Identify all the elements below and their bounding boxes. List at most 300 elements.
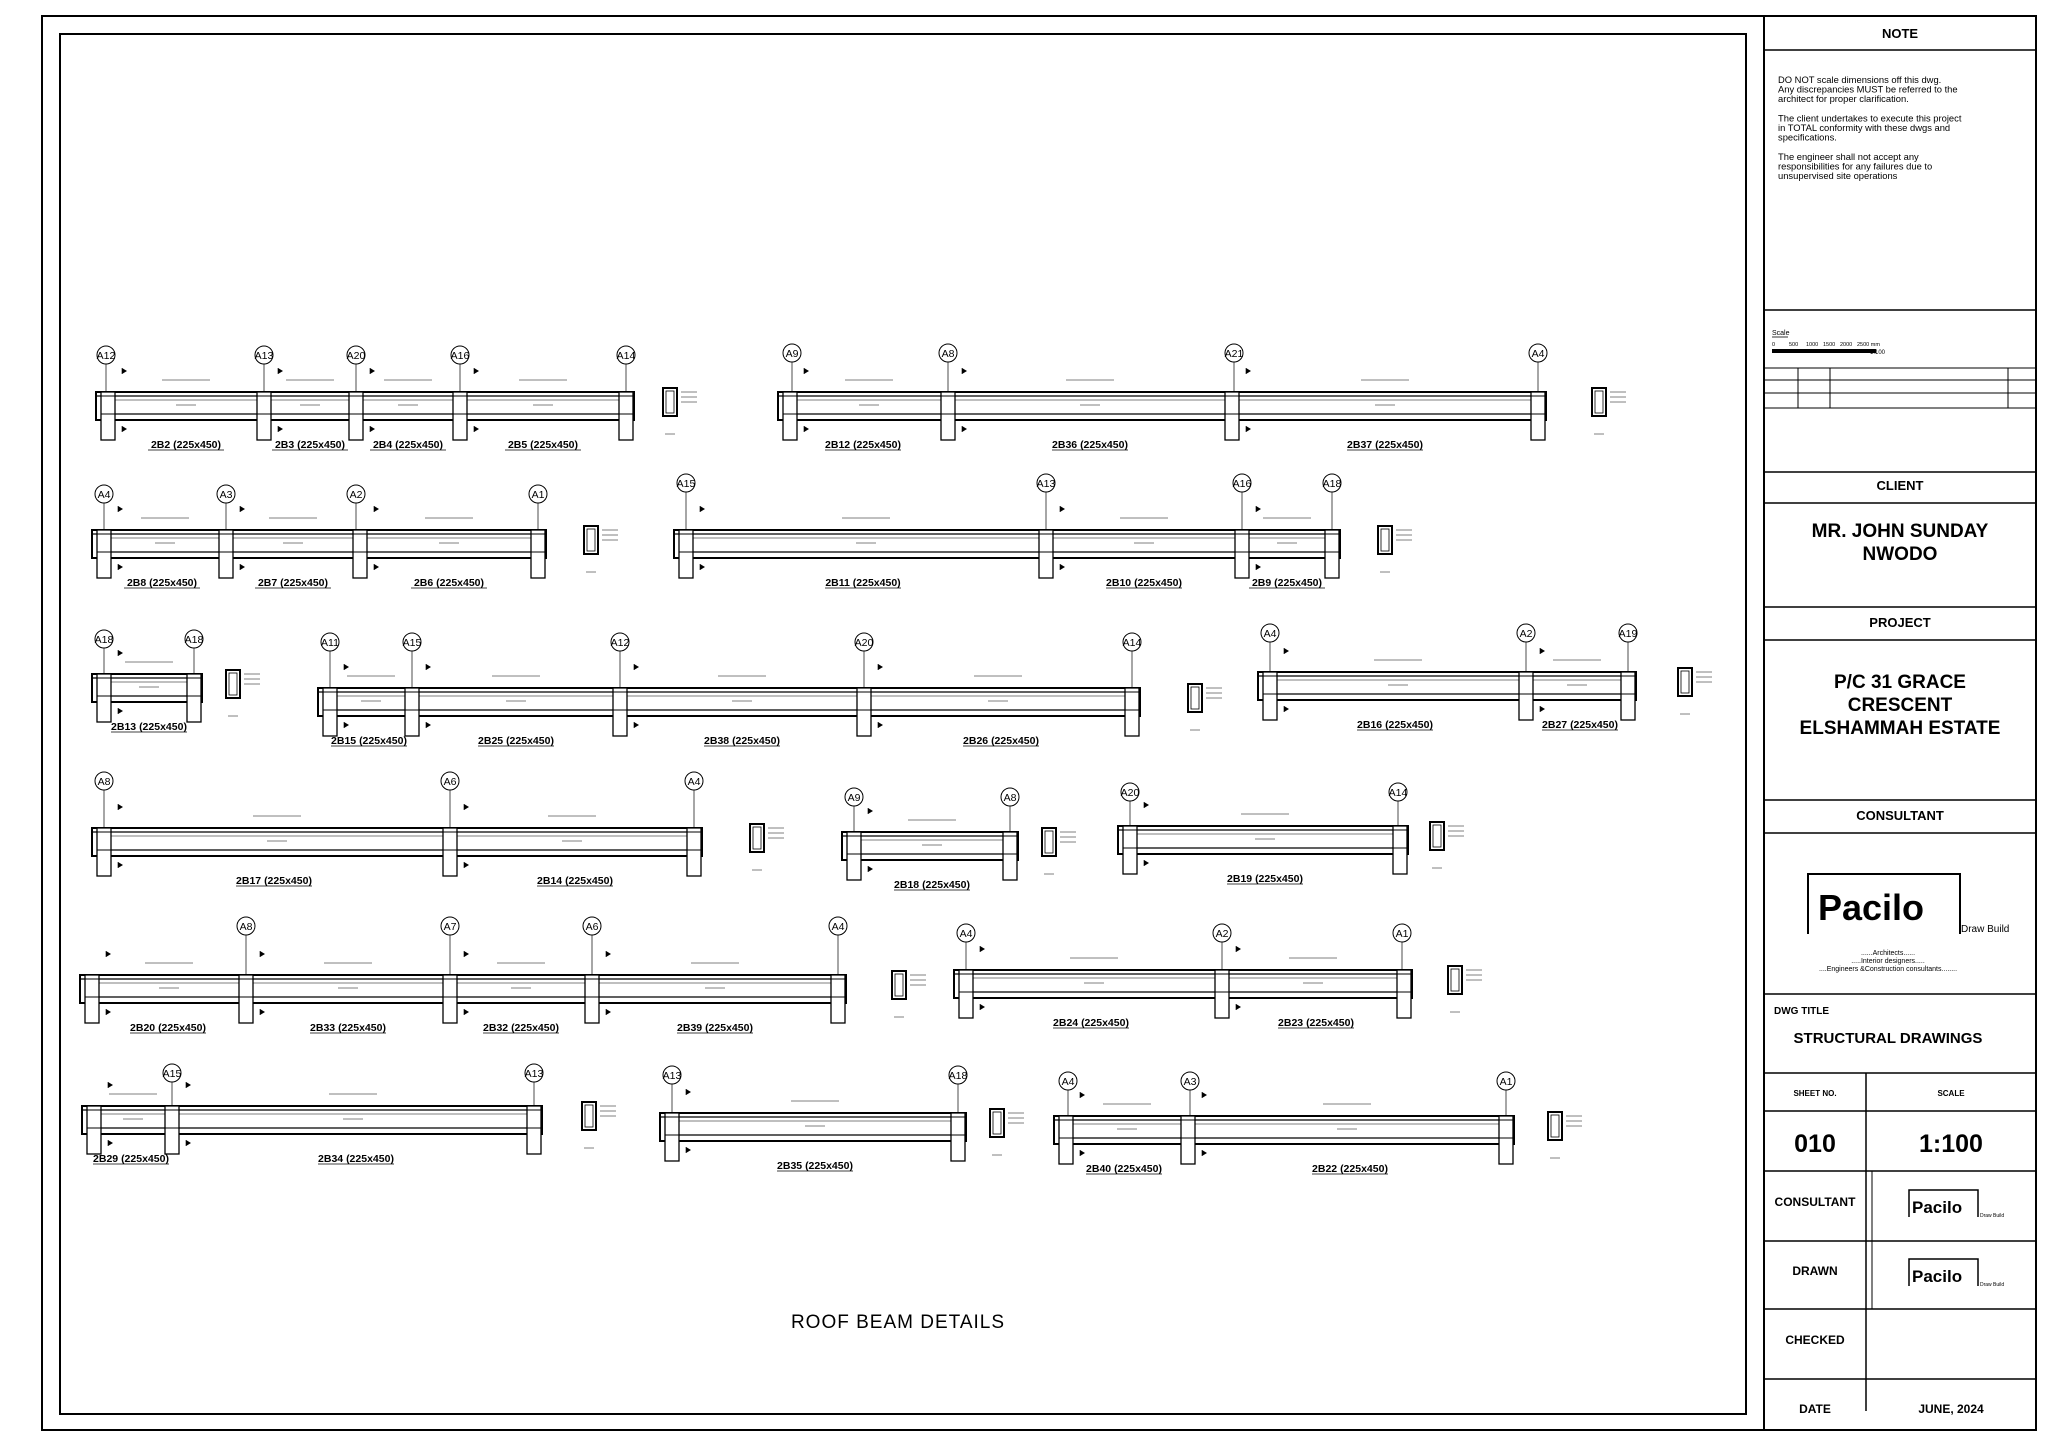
beam-cross-section — [1592, 388, 1606, 416]
note-heading: NOTE — [1881, 26, 1919, 41]
axis-label: A18 — [948, 1070, 968, 1082]
beam-label: 2B6 (225x450) — [413, 577, 485, 589]
section-arrow-icon — [108, 1140, 113, 1146]
beam-cross-section — [226, 670, 240, 698]
cross-section-link — [1595, 391, 1603, 413]
cross-section-link — [1551, 1115, 1559, 1137]
column-support — [1003, 832, 1017, 880]
column-support — [585, 975, 599, 1023]
section-arrow-icon — [464, 804, 469, 810]
notes-text — [1778, 74, 1962, 181]
axis-label: A11 — [321, 637, 339, 649]
section-arrow-icon — [878, 722, 883, 728]
checked-label: CHECKED — [1785, 1333, 1845, 1347]
section-arrow-icon — [118, 564, 123, 570]
drawn-logo-tagline: Draw Build — [1980, 1282, 2005, 1288]
section-arrow-icon — [700, 564, 705, 570]
section-arrow-icon — [1236, 1004, 1241, 1010]
dwg-title: STRUCTURAL DRAWINGS — [1793, 1030, 1983, 1047]
date-value: JUNE, 2024 — [1918, 1402, 1984, 1416]
beam-cross-section — [1430, 822, 1444, 850]
axis-label: A20 — [854, 637, 874, 649]
beam-group — [92, 772, 784, 887]
beam-group — [1118, 783, 1464, 885]
column-support — [951, 1113, 965, 1161]
axis-label: A16 — [1232, 478, 1252, 490]
column-support — [619, 392, 633, 440]
consultant-row-logo — [1909, 1190, 2004, 1219]
column-support — [349, 392, 363, 440]
project-line-1: P/C 31 GRACE — [1834, 672, 1966, 693]
column-support — [1059, 1116, 1073, 1164]
section-arrow-icon — [1256, 506, 1261, 512]
axis-label: A8 — [941, 348, 955, 360]
project-heading: PROJECT — [1869, 615, 1931, 630]
section-arrow-icon — [1284, 706, 1289, 712]
axis-label: A6 — [585, 921, 599, 933]
beam-label: 2B15 (225x450) — [331, 735, 407, 747]
section-arrow-icon — [962, 426, 967, 432]
column-support — [1393, 826, 1407, 874]
section-arrow-icon — [868, 866, 873, 872]
beam-group — [96, 346, 697, 451]
section-arrow-icon — [1080, 1150, 1085, 1156]
beam-label: 2B26 (225x450) — [963, 735, 1039, 747]
beam-group — [778, 344, 1626, 451]
section-arrow-icon — [686, 1147, 691, 1153]
section-arrow-icon — [1144, 802, 1149, 808]
beam-group — [1258, 624, 1712, 731]
column-support — [1499, 1116, 1513, 1164]
consultant-row-logo-tagline: Draw Build — [1980, 1213, 2005, 1219]
title-block — [1764, 26, 2036, 1416]
note-line: The engineer shall not accept any — [1778, 150, 1919, 162]
beam-label: 2B5 (225x450) — [507, 439, 579, 451]
section-arrow-icon — [700, 506, 705, 512]
section-arrow-icon — [1246, 426, 1251, 432]
beam-cross-section — [1188, 684, 1202, 712]
cross-section-link — [895, 974, 903, 996]
section-arrow-icon — [260, 1009, 265, 1015]
cross-section-link — [1451, 969, 1459, 991]
beam-label: 2B32 (225x450) — [483, 1022, 559, 1034]
column-support — [613, 688, 627, 736]
column-support — [847, 832, 861, 880]
column-support — [1123, 826, 1137, 874]
beam-label: 2B12 (225x450) — [825, 439, 901, 451]
column-support — [87, 1106, 101, 1154]
axis-label: A7 — [443, 921, 457, 933]
note-line: in TOTAL conformity with these dwgs and — [1778, 122, 1951, 133]
column-support — [679, 530, 693, 578]
column-support — [443, 975, 457, 1023]
beam-label: 2B35 (225x450) — [777, 1160, 853, 1172]
beam-group — [842, 788, 1076, 891]
client-heading: CLIENT — [1876, 478, 1924, 493]
axis-label: A4 — [1061, 1076, 1075, 1088]
column-support — [219, 530, 233, 578]
axis-label: A14 — [616, 350, 636, 362]
project-line-2: CRESCENT — [1847, 695, 1953, 716]
beam-label: 2B19 (225x450) — [1227, 873, 1303, 885]
axis-label: A2 — [1215, 928, 1229, 940]
note-line: architect for proper clarification. — [1778, 93, 1909, 105]
section-arrow-icon — [106, 1009, 111, 1015]
section-arrow-icon — [962, 368, 967, 374]
section-arrow-icon — [370, 368, 375, 374]
client-name-line-1: MR. JOHN SUNDAY — [1811, 521, 1989, 542]
logo-wordmark: Pacilo — [1818, 887, 1925, 928]
drawing-frame — [60, 34, 1746, 1414]
section-arrow-icon — [118, 506, 123, 512]
column-support — [353, 530, 367, 578]
beam-group — [318, 633, 1222, 747]
consultant-logo — [1808, 874, 2009, 935]
axis-label: A4 — [97, 489, 111, 501]
column-support — [831, 975, 845, 1023]
column-support — [97, 530, 111, 578]
section-arrow-icon — [426, 664, 431, 670]
axis-label: A14 — [1122, 637, 1142, 649]
logo-tagline: Draw Build — [1961, 924, 2010, 935]
beam-cross-section — [1378, 526, 1392, 554]
beam-label: 2B18 (225x450) — [894, 879, 970, 891]
column-support — [1325, 530, 1339, 578]
beam-cross-section — [584, 526, 598, 554]
beam-label: 2B24 (225x450) — [1053, 1017, 1129, 1029]
note-line: DO NOT scale dimensions off this dwg. — [1778, 74, 1942, 85]
section-arrow-icon — [374, 564, 379, 570]
beam-group — [660, 1066, 1024, 1172]
section-arrow-icon — [186, 1140, 191, 1146]
column-support — [97, 674, 111, 722]
note-line: unsupervised site operations — [1778, 170, 1898, 181]
section-arrow-icon — [118, 708, 123, 714]
scale-bar-tick: 0 — [1772, 342, 1776, 348]
note-line: specifications. — [1778, 131, 1837, 143]
column-support — [453, 392, 467, 440]
section-arrow-icon — [804, 368, 809, 374]
axis-label: A13 — [1036, 478, 1056, 490]
axis-label: A18 — [1322, 478, 1342, 490]
column-support — [1397, 970, 1411, 1018]
axis-label: A2 — [1519, 628, 1533, 640]
cross-section-link — [1381, 529, 1389, 551]
axis-label: A9 — [785, 348, 799, 360]
beam-group — [82, 1064, 616, 1165]
beam-group — [80, 917, 926, 1034]
axis-label: A8 — [97, 776, 111, 788]
cross-section-link — [229, 673, 237, 695]
column-support — [1225, 392, 1239, 440]
cross-section-link — [587, 529, 595, 551]
section-arrow-icon — [278, 426, 283, 432]
axis-label: A4 — [831, 921, 845, 933]
beam-label: 2B16 (225x450) — [1357, 719, 1433, 731]
column-support — [1125, 688, 1139, 736]
revision-table — [1764, 368, 2036, 408]
axis-label: A4 — [687, 776, 701, 788]
column-support — [1531, 392, 1545, 440]
column-support — [665, 1113, 679, 1161]
section-arrow-icon — [118, 862, 123, 868]
client-name-line-2: NWODO — [1862, 544, 1938, 565]
axis-label: A15 — [676, 478, 696, 490]
beam-label: 2B8 (225x450) — [126, 577, 198, 589]
axis-label: A1 — [1499, 1076, 1513, 1088]
scale-bar-ratio: 1:100 — [1870, 350, 1886, 356]
note-line: responsibilities for any failures due to — [1778, 160, 1933, 172]
drawing-title: ROOF BEAM DETAILS — [790, 1312, 1006, 1333]
axis-label: A4 — [1263, 628, 1277, 640]
column-support — [687, 828, 701, 876]
beam-label: 2B29 (225x450) — [93, 1153, 169, 1165]
axis-label: A15 — [162, 1068, 182, 1080]
outer-border — [42, 16, 2036, 1430]
axis-label: A4 — [1531, 348, 1545, 360]
column-support — [959, 970, 973, 1018]
column-support — [1215, 970, 1229, 1018]
axis-label: A8 — [1003, 792, 1017, 804]
column-support — [1181, 1116, 1195, 1164]
section-arrow-icon — [186, 1082, 191, 1088]
section-arrow-icon — [634, 664, 639, 670]
section-arrow-icon — [118, 804, 123, 810]
beam-label: 2B33 (225x450) — [310, 1022, 386, 1034]
cross-section-link — [993, 1112, 1001, 1134]
axis-label: A6 — [443, 776, 457, 788]
section-arrow-icon — [370, 426, 375, 432]
column-support — [443, 828, 457, 876]
section-arrow-icon — [1060, 506, 1065, 512]
column-support — [1235, 530, 1249, 578]
cross-section-link — [1191, 687, 1199, 709]
consultant-line-3: ....Engineers &Construction consultants........ — [1818, 966, 1958, 973]
axis-label: A3 — [1183, 1076, 1197, 1088]
scale-bar-tick: 2500 mm — [1857, 342, 1880, 348]
cross-section-link — [1681, 671, 1689, 693]
section-arrow-icon — [240, 506, 245, 512]
column-support — [187, 674, 201, 722]
axis-label: A1 — [1395, 928, 1409, 940]
section-arrow-icon — [474, 368, 479, 374]
consultant-line-2: .....Interior designers..... — [1851, 958, 1925, 965]
drawn-logo-text: Pacilo — [1912, 1267, 1963, 1286]
cross-section-link — [1433, 825, 1441, 847]
beam-group — [92, 630, 260, 733]
axis-label: A8 — [239, 921, 253, 933]
column-support — [101, 392, 115, 440]
scale-bar-tick: 1500 — [1823, 342, 1836, 348]
axis-label: A20 — [1120, 787, 1140, 799]
beam-cross-section — [663, 388, 677, 416]
beam-label: 2B13 (225x450) — [111, 721, 187, 733]
column-support — [783, 392, 797, 440]
beam-cross-section — [1042, 828, 1056, 856]
section-arrow-icon — [606, 1009, 611, 1015]
beam-label: 2B10 (225x450) — [1106, 577, 1182, 589]
section-arrow-icon — [344, 664, 349, 670]
sheet-no-label: SHEET NO. — [1793, 1089, 1837, 1098]
section-arrow-icon — [122, 368, 127, 374]
beam-label: 2B34 (225x450) — [318, 1153, 394, 1165]
axis-label: A3 — [219, 489, 233, 501]
section-arrow-icon — [240, 564, 245, 570]
column-support — [85, 975, 99, 1023]
scale-bar-tick: 500 — [1789, 342, 1799, 348]
section-arrow-icon — [980, 946, 985, 952]
beam-label: 2B37 (225x450) — [1347, 439, 1423, 451]
beam-cross-section — [1448, 966, 1462, 994]
axis-label: A12 — [96, 350, 116, 362]
beam-label: 2B2 (225x450) — [150, 439, 222, 451]
drawn-logo — [1909, 1259, 2004, 1288]
section-arrow-icon — [122, 426, 127, 432]
cross-section-link — [666, 391, 674, 413]
axis-label: A18 — [184, 634, 204, 646]
scale-bar-tick: 1000 — [1806, 342, 1819, 348]
column-support — [257, 392, 271, 440]
section-arrow-icon — [686, 1089, 691, 1095]
section-arrow-icon — [1284, 648, 1289, 654]
section-arrow-icon — [278, 368, 283, 374]
beam-label: 2B3 (225x450) — [274, 439, 346, 451]
beam-label: 2B25 (225x450) — [478, 735, 554, 747]
scale-value: 1:100 — [1919, 1130, 1983, 1158]
section-arrow-icon — [878, 664, 883, 670]
section-arrow-icon — [1080, 1092, 1085, 1098]
scale-bar-label: Scale — [1772, 330, 1790, 337]
date-label: DATE — [1799, 1402, 1831, 1416]
cross-section-link — [585, 1105, 593, 1127]
section-arrow-icon — [464, 1009, 469, 1015]
axis-label: A19 — [1618, 628, 1638, 640]
beam-label: 2B11 (225x450) — [825, 577, 901, 589]
column-support — [941, 392, 955, 440]
consultant-row-label: CONSULTANT — [1774, 1195, 1856, 1209]
beam-details — [80, 344, 1712, 1175]
axis-label: A1 — [531, 489, 545, 501]
beam-cross-section — [1548, 1112, 1562, 1140]
section-arrow-icon — [426, 722, 431, 728]
axis-label: A15 — [402, 637, 422, 649]
beam-label: 2B38 (225x450) — [704, 735, 780, 747]
section-arrow-icon — [1256, 564, 1261, 570]
beam-group — [1054, 1072, 1582, 1175]
axis-label: A21 — [1224, 348, 1244, 360]
section-arrow-icon — [106, 951, 111, 957]
section-arrow-icon — [344, 722, 349, 728]
cross-section-link — [753, 827, 761, 849]
beam-label: 2B7 (225x450) — [257, 577, 329, 589]
section-arrow-icon — [464, 862, 469, 868]
section-arrow-icon — [1540, 648, 1545, 654]
consultant-line-1: ......Architects...... — [1860, 950, 1916, 957]
section-arrow-icon — [980, 1004, 985, 1010]
dwg-title-label: DWG TITLE — [1774, 1006, 1829, 1017]
column-support — [1621, 672, 1635, 720]
section-arrow-icon — [634, 722, 639, 728]
consultant-row-logo-text: Pacilo — [1912, 1198, 1963, 1217]
section-arrow-icon — [868, 808, 873, 814]
column-support — [527, 1106, 541, 1154]
column-support — [165, 1106, 179, 1154]
beam-group — [674, 474, 1412, 589]
section-arrow-icon — [1236, 946, 1241, 952]
beam-group — [92, 485, 618, 589]
column-support — [1263, 672, 1277, 720]
axis-label: A13 — [662, 1070, 682, 1082]
axis-label: A13 — [254, 350, 274, 362]
drawn-label: DRAWN — [1792, 1264, 1838, 1278]
axis-label: A13 — [524, 1068, 544, 1080]
note-line: The client undertakes to execute this project — [1778, 112, 1962, 124]
column-support — [1039, 530, 1053, 578]
section-arrow-icon — [118, 650, 123, 656]
beam-label: 2B14 (225x450) — [537, 875, 613, 887]
section-arrow-icon — [464, 951, 469, 957]
beam-label: 2B4 (225x450) — [372, 439, 444, 451]
section-arrow-icon — [260, 951, 265, 957]
section-arrow-icon — [474, 426, 479, 432]
beam-label: 2B39 (225x450) — [677, 1022, 753, 1034]
beam-group — [954, 924, 1482, 1029]
beam-label: 2B17 (225x450) — [236, 875, 312, 887]
section-arrow-icon — [1144, 860, 1149, 866]
beam-label: 2B22 (225x450) — [1312, 1163, 1388, 1175]
scale-bar-tick: 2000 — [1840, 342, 1853, 348]
beam-label: 2B40 (225x450) — [1086, 1163, 1162, 1175]
axis-label: A16 — [450, 350, 470, 362]
axis-label: A18 — [94, 634, 114, 646]
column-support — [97, 828, 111, 876]
axis-label: A20 — [346, 350, 366, 362]
note-line: Any discrepancies MUST be referred to the — [1778, 83, 1958, 95]
column-support — [405, 688, 419, 736]
scale-bar — [1772, 349, 1876, 353]
beam-label: 2B23 (225x450) — [1278, 1017, 1354, 1029]
beam-cross-section — [1678, 668, 1692, 696]
beam-label: 2B9 (225x450) — [1251, 577, 1323, 589]
scale-label: SCALE — [1937, 1089, 1965, 1098]
cross-section-link — [1045, 831, 1053, 853]
column-support — [1519, 672, 1533, 720]
section-arrow-icon — [804, 426, 809, 432]
column-support — [531, 530, 545, 578]
project-line-3: ELSHAMMAH ESTATE — [1799, 718, 2001, 739]
axis-label: A4 — [959, 928, 973, 940]
section-arrow-icon — [1246, 368, 1251, 374]
section-arrow-icon — [606, 951, 611, 957]
section-arrow-icon — [1202, 1092, 1207, 1098]
beam-label: 2B36 (225x450) — [1052, 439, 1128, 451]
column-support — [239, 975, 253, 1023]
section-arrow-icon — [108, 1082, 113, 1088]
scale-bar-ticks — [1772, 342, 1880, 348]
consultant-heading: CONSULTANT — [1856, 808, 1944, 823]
beam-cross-section — [990, 1109, 1004, 1137]
section-arrow-icon — [374, 506, 379, 512]
section-arrow-icon — [1060, 564, 1065, 570]
axis-label: A2 — [349, 489, 363, 501]
section-arrow-icon — [1202, 1150, 1207, 1156]
section-arrow-icon — [1540, 706, 1545, 712]
axis-label: A12 — [610, 637, 630, 649]
column-support — [857, 688, 871, 736]
beam-label: 2B27 (225x450) — [1542, 719, 1618, 731]
column-support — [323, 688, 337, 736]
beam-label: 2B20 (225x450) — [130, 1022, 206, 1034]
